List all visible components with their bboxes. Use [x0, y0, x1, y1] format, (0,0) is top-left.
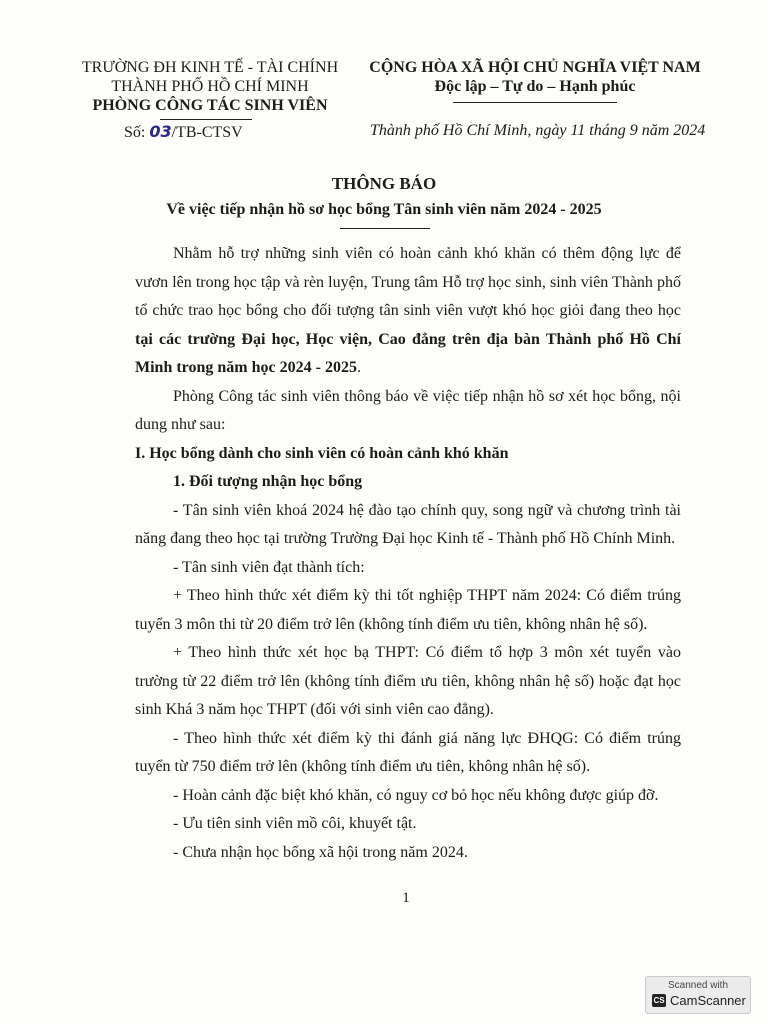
scanner-watermark [645, 976, 751, 1014]
list-item: - Theo hình thức xét điểm kỳ thi đánh giá năng lực ĐHQG: Có điểm trúng tuyển từ 750 điểm trở lên (không tính điểm ưu tiên, không nhân hệ số). [135, 729, 681, 775]
header-right [350, 58, 720, 96]
watermark-caption: Scanned with [667, 980, 729, 991]
list-item: - Ưu tiên sinh viên mồ côi, khuyết tật. [173, 815, 417, 832]
list-item: - Tân sinh viên khoá 2024 hệ đào tạo chính quy, song ngữ và chương trình tài năng đang theo học tại trường Trường Đại học Kinh tế - Thành phố Hồ Chính Minh. [135, 501, 681, 547]
list-item: + Theo hình thức xét học bạ THPT: Có điểm tổ hợp 3 môn xét tuyển vào trường từ 22 điểm trở lên (không tính điểm ưu tiên, không nhân hệ số) hoặc đạt học sinh Khá 3 năm học THPT (đối với sinh viên cao đẳng). [135, 644, 681, 718]
subsection-heading: 1. Đối tượng nhận học bổng [173, 473, 363, 490]
list-item: - Tân sinh viên đạt thành tích: [173, 558, 365, 576]
list-item: + Theo hình thức xét điểm kỳ thi tốt nghiệp THPT năm 2024: Có điểm trúng tuyển 3 môn thi từ 20 điểm trở lên (không tính điểm ưu tiên, không nhân hệ số). [135, 587, 681, 633]
department-name: PHÒNG CÔNG TÁC SINH VIÊN [92, 97, 328, 114]
list-item: - Chưa nhận học bổng xã hội trong năm 2024. [173, 843, 468, 861]
list-item: - Hoàn cảnh đặc biệt khó khăn, có nguy cơ bỏ học nếu không được giúp đỡ. [173, 786, 659, 804]
document-subtitle: Về việc tiếp nhận hồ sơ học bổng Tân sinh viên năm 2024 - 2025 [166, 201, 602, 218]
intro-text: Nhằm hỗ trợ những sinh viên có hoàn cảnh khó khăn có thêm động lực để vươn lên trong học tập và rèn luyện, Trung tâm Hỗ trợ học sinh, sinh viên Thành phố tổ chức trao học bổng cho đối tượng tân sinh viên vượt khó học giỏi đang theo học [135, 245, 681, 319]
intro2-paragraph: Phòng Công tác sinh viên thông báo về việc tiếp nhận hồ sơ xét học bổng, nội dung như sau: [135, 387, 681, 433]
intro-paragraph [135, 240, 681, 383]
school-name: TRƯỜNG ĐH KINH TẾ - TÀI CHÍNH [81, 59, 339, 76]
document-body [135, 240, 681, 867]
page-number: 1 [402, 890, 410, 906]
document-number-suffix: /TB-CTSV [171, 124, 243, 141]
intro-bold-text: tại các trường Đại học, Học viện, Cao đẳng trên địa bàn Thành phố Hồ Chí Minh trong năm học 2024 - 2025 [135, 330, 681, 376]
document-number [124, 122, 243, 142]
document-title: THÔNG BÁO [331, 174, 437, 193]
national-title: CỘNG HÒA XÃ HỘI CHỦ NGHĨA VIỆT NAM [369, 59, 701, 76]
header-right-divider [453, 102, 617, 103]
document-number-prefix: Số: [124, 124, 146, 141]
document-number-handwritten: 03 [149, 122, 172, 141]
national-motto: Độc lập – Tự do – Hạnh phúc [434, 78, 636, 95]
city-name: THÀNH PHỐ HỒ CHÍ MINH [111, 78, 309, 95]
title-divider [340, 228, 430, 229]
date-line: Thành phố Hồ Chí Minh, ngày 11 tháng 9 năm 2024 [370, 122, 706, 139]
header-left [60, 58, 360, 115]
header-left-divider [160, 119, 252, 120]
intro-end: . [356, 359, 361, 376]
watermark-brand: CamScanner [670, 993, 746, 1008]
section-heading: I. Học bổng dành cho sinh viên có hoàn cảnh khó khăn [135, 444, 509, 462]
camscanner-logo-icon: CS [653, 996, 665, 1005]
